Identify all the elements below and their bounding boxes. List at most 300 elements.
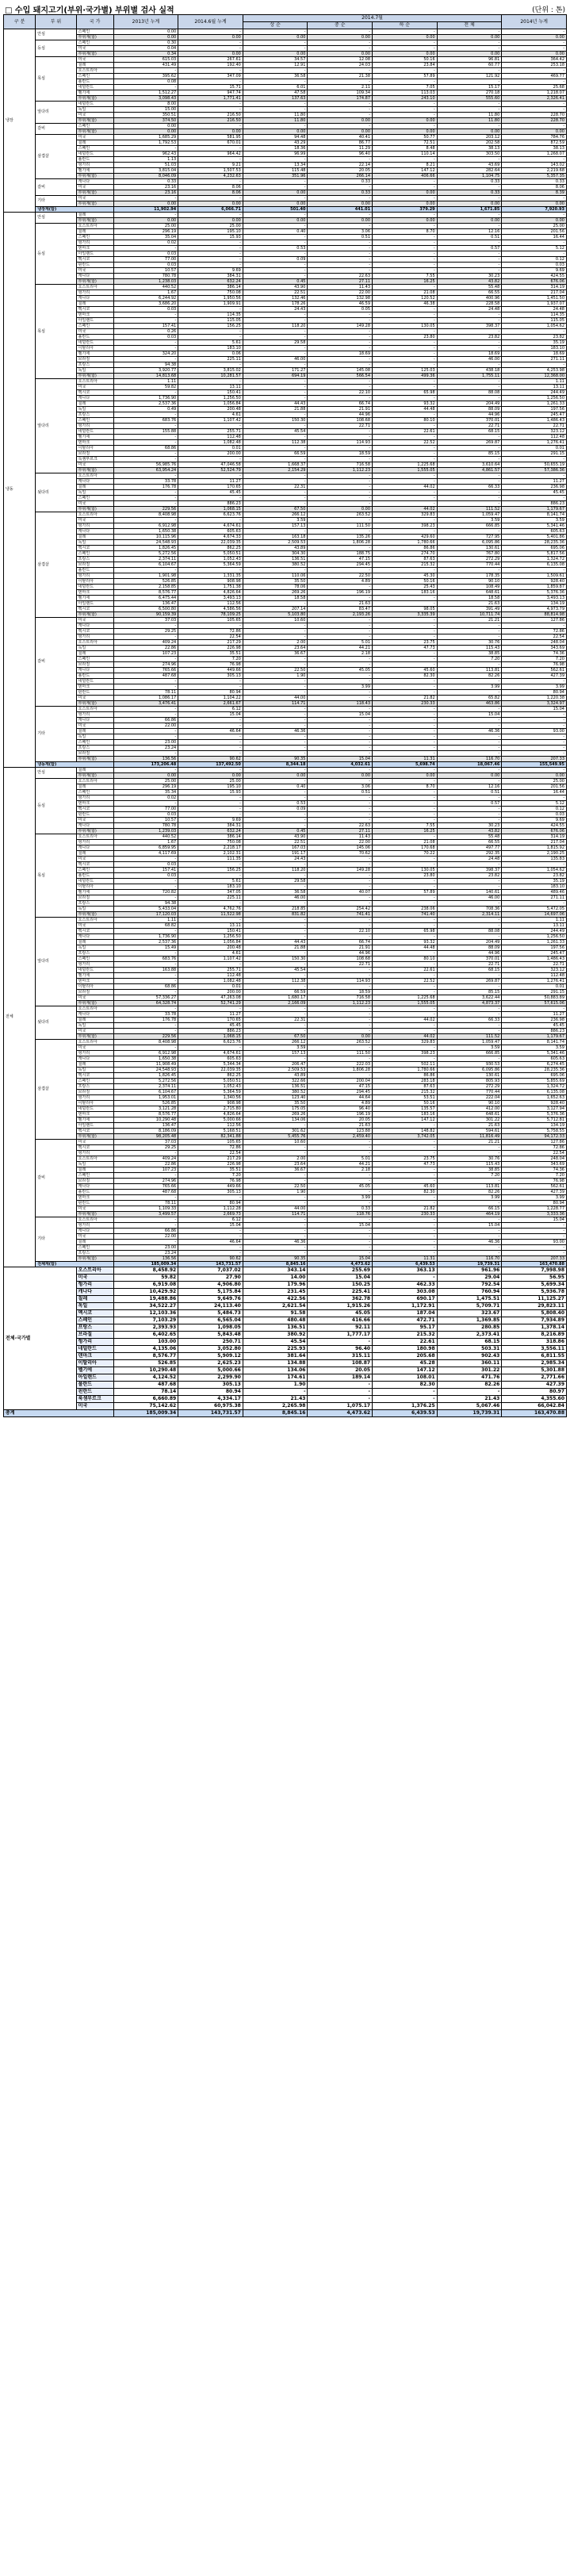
value-cell: 2,314.11 bbox=[437, 912, 502, 918]
table-row bbox=[4, 90, 567, 96]
value-cell: - bbox=[243, 424, 308, 429]
country-cell: 헝가리 bbox=[76, 840, 113, 845]
value-cell: 4.89 bbox=[308, 1101, 373, 1106]
value-cell: 201.56 bbox=[502, 229, 567, 235]
table-row bbox=[4, 912, 567, 918]
value-cell: - bbox=[437, 679, 502, 684]
value-cell: - bbox=[113, 734, 178, 740]
value-cell: - bbox=[178, 157, 243, 163]
value-cell: - bbox=[308, 501, 373, 507]
value-cell: 22.10 bbox=[308, 929, 373, 934]
value-cell: 3,742.05 bbox=[373, 1134, 438, 1140]
country-cell: 부위계(합) bbox=[76, 374, 113, 379]
value-cell: - bbox=[308, 795, 373, 801]
value-cell: 225.41 bbox=[308, 1289, 373, 1296]
value-cell: - bbox=[243, 479, 308, 485]
value-cell: - bbox=[178, 213, 243, 218]
value-cell: 1,179.67 bbox=[502, 507, 567, 512]
country-cell: 독일 bbox=[76, 407, 113, 412]
value-cell: 1,261.33 bbox=[502, 940, 567, 945]
table-row bbox=[4, 1134, 567, 1140]
value-cell: 46.00 bbox=[243, 895, 308, 901]
value-cell: 86.86 bbox=[373, 546, 438, 551]
value-cell: - bbox=[308, 734, 373, 740]
value-cell: 2,621.54 bbox=[243, 1303, 308, 1310]
country-cell: 스페인 bbox=[76, 324, 113, 329]
value-cell: - bbox=[308, 857, 373, 862]
value-cell: - bbox=[373, 812, 438, 818]
value-cell: 57.89 bbox=[373, 890, 438, 895]
value-cell: 2.11 bbox=[308, 85, 373, 90]
value-cell: - bbox=[178, 1251, 243, 1256]
value-cell: - bbox=[502, 40, 567, 46]
value-cell: 21.91 bbox=[308, 407, 373, 412]
value-cell: - bbox=[243, 46, 308, 52]
value-cell: 4,674.61 bbox=[178, 1051, 243, 1056]
value-cell: 22.61 bbox=[373, 429, 438, 435]
value-cell: - bbox=[437, 740, 502, 746]
value-cell: - bbox=[437, 479, 502, 485]
value-cell: 96.40 bbox=[308, 1346, 373, 1353]
value-cell: 163.88 bbox=[113, 968, 178, 973]
value-cell: - bbox=[437, 1012, 502, 1018]
value-cell: - bbox=[437, 918, 502, 923]
country-cell: 부위계(합) bbox=[76, 129, 113, 135]
value-cell: 132.46 bbox=[243, 296, 308, 301]
table-row bbox=[4, 1195, 567, 1201]
value-cell: 80.10 bbox=[373, 956, 438, 962]
value-cell: 427.39 bbox=[502, 673, 567, 679]
table-row bbox=[4, 629, 567, 634]
value-cell: 1,104.75 bbox=[437, 174, 502, 179]
value-cell: - bbox=[373, 1167, 438, 1173]
table-row bbox=[4, 740, 567, 746]
part-cell: 목심 bbox=[36, 285, 76, 379]
country-cell: 헝가리 bbox=[76, 962, 113, 968]
country-cell: 폴란드 bbox=[76, 1382, 113, 1389]
value-cell: - bbox=[113, 707, 178, 712]
value-cell: 88.09 bbox=[437, 407, 502, 412]
value-cell: 45.54 bbox=[243, 968, 308, 973]
value-cell: 305.13 bbox=[178, 673, 243, 679]
value-cell: 127.86 bbox=[502, 1140, 567, 1145]
value-cell: - bbox=[308, 873, 373, 879]
value-cell: - bbox=[243, 1195, 308, 1201]
country-cell: 덴마크 bbox=[76, 440, 113, 446]
value-cell: 78.11 bbox=[113, 690, 178, 696]
value-cell: 304.30 bbox=[243, 551, 308, 557]
value-cell: - bbox=[308, 485, 373, 490]
value-cell: - bbox=[373, 834, 438, 840]
value-cell: 225.11 bbox=[178, 357, 243, 362]
section-total-value: 6,439.53 bbox=[373, 1262, 438, 1267]
table-row bbox=[4, 1117, 567, 1123]
value-cell: 329.83 bbox=[373, 512, 438, 518]
value-cell: 13.11 bbox=[178, 923, 243, 929]
country-cell: 칠레 bbox=[76, 1062, 113, 1068]
value-cell: 0.00 bbox=[437, 35, 502, 40]
country-summary-row bbox=[4, 1339, 567, 1346]
value-cell: - bbox=[308, 29, 373, 35]
value-cell: 0.00 bbox=[243, 190, 308, 196]
value-cell: - bbox=[437, 1023, 502, 1029]
value-cell: 0.00 bbox=[243, 201, 308, 207]
value-cell: 3.99 bbox=[502, 1195, 567, 1201]
value-cell: 50.16 bbox=[373, 57, 438, 63]
value-cell: 760.94 bbox=[437, 1289, 502, 1296]
value-cell: 68.82 bbox=[113, 923, 178, 929]
country-cell: 네덜란드 bbox=[76, 968, 113, 973]
value-cell: - bbox=[243, 346, 308, 351]
country-cell: 덴마크 bbox=[76, 312, 113, 318]
country-cell: 부위계(합) bbox=[76, 174, 113, 179]
value-cell: 303.08 bbox=[373, 1289, 438, 1296]
part-cell: 등심 bbox=[36, 224, 76, 285]
value-cell: - bbox=[113, 451, 178, 457]
value-cell: - bbox=[308, 812, 373, 818]
value-cell: 135.57 bbox=[373, 1106, 438, 1112]
value-cell: - bbox=[373, 46, 438, 52]
value-cell: 207.33 bbox=[502, 1256, 567, 1262]
value-cell: 280.85 bbox=[437, 1324, 502, 1332]
value-cell: 0.00 bbox=[178, 201, 243, 207]
value-cell: 0.00 bbox=[243, 773, 308, 779]
value-cell: 22.54 bbox=[178, 634, 243, 640]
value-cell: - bbox=[308, 113, 373, 118]
country-cell: 미국 bbox=[76, 462, 113, 468]
value-cell: 5.61 bbox=[178, 340, 243, 346]
value-cell: 8,408.98 bbox=[113, 1040, 178, 1045]
value-cell: 33.78 bbox=[113, 479, 178, 485]
value-cell: - bbox=[243, 68, 308, 74]
country-cell: 벨기에 bbox=[76, 1367, 113, 1374]
value-cell: 132.98 bbox=[308, 296, 373, 301]
value-cell: 19,488.86 bbox=[113, 1296, 178, 1303]
header-2014-total: 2014년 누계 bbox=[502, 15, 567, 29]
value-cell: 243.10 bbox=[373, 96, 438, 102]
value-cell: 11.43 bbox=[308, 285, 373, 290]
value-cell: - bbox=[308, 429, 373, 435]
value-cell: - bbox=[113, 246, 178, 251]
country-cell: 캐나다 bbox=[76, 1289, 113, 1296]
value-cell: - bbox=[113, 496, 178, 501]
value-cell: 45.30 bbox=[373, 573, 438, 579]
value-cell: 0.12 bbox=[502, 257, 567, 263]
value-cell: - bbox=[437, 346, 502, 351]
value-cell: 21.43 bbox=[437, 1396, 502, 1403]
value-cell: 94.38 bbox=[113, 362, 178, 368]
value-cell: 60,975.38 bbox=[178, 1403, 243, 1410]
value-cell: 112.48 bbox=[178, 973, 243, 979]
country-cell: 칠레 bbox=[76, 1018, 113, 1023]
part-cell: 등심 bbox=[36, 779, 76, 834]
value-cell: 50.77 bbox=[373, 135, 438, 140]
section-total-value: 501.40 bbox=[243, 207, 308, 213]
value-cell: 90,159.39 bbox=[113, 612, 178, 618]
value-cell: 92.11 bbox=[308, 1324, 373, 1332]
value-cell: - bbox=[178, 457, 243, 462]
value-cell: 27.11 bbox=[308, 829, 373, 834]
value-cell: - bbox=[373, 934, 438, 940]
value-cell: 108.49 bbox=[437, 585, 502, 590]
value-cell: - bbox=[502, 157, 567, 163]
value-cell: 66.55 bbox=[437, 290, 502, 296]
value-cell: 111.35 bbox=[178, 857, 243, 862]
country-cell: 아일랜드 bbox=[76, 601, 113, 607]
value-cell: - bbox=[437, 40, 502, 46]
value-cell: - bbox=[178, 746, 243, 751]
value-cell: - bbox=[308, 746, 373, 751]
value-cell: 750.08 bbox=[178, 290, 243, 296]
table-row bbox=[4, 1167, 567, 1173]
value-cell: 8,576.77 bbox=[113, 1353, 178, 1360]
value-cell: - bbox=[437, 396, 502, 401]
value-cell: 65.82 bbox=[437, 696, 502, 701]
value-cell: - bbox=[373, 740, 438, 746]
value-cell: 93.32 bbox=[373, 940, 438, 945]
value-cell: 1,555.05 bbox=[373, 468, 438, 473]
value-cell: - bbox=[437, 1029, 502, 1034]
value-cell: - bbox=[373, 1045, 438, 1051]
value-cell: 1,238.03 bbox=[113, 279, 178, 285]
value-cell: 76.98 bbox=[502, 1179, 567, 1184]
value-cell: - bbox=[308, 634, 373, 640]
value-cell: - bbox=[243, 1151, 308, 1156]
value-cell: 1,486.43 bbox=[502, 956, 567, 962]
country-cell: 덴마크 bbox=[76, 1353, 113, 1360]
value-cell: - bbox=[308, 718, 373, 723]
table-row bbox=[4, 990, 567, 995]
value-cell: - bbox=[243, 362, 308, 368]
value-cell: 225.93 bbox=[243, 1346, 308, 1353]
value-cell: 4,253.98 bbox=[502, 368, 567, 374]
table-row bbox=[4, 485, 567, 490]
value-cell: - bbox=[437, 923, 502, 929]
value-cell: - bbox=[502, 251, 567, 257]
value-cell: 5,000.66 bbox=[178, 1117, 243, 1123]
table-row bbox=[4, 490, 567, 496]
value-cell: 45.28 bbox=[373, 1360, 438, 1367]
value-cell: 363.13 bbox=[373, 1267, 438, 1275]
value-cell: 8,186.09 bbox=[113, 1129, 178, 1134]
value-cell: - bbox=[178, 124, 243, 129]
value-cell: - bbox=[308, 596, 373, 601]
country-cell: 오스트리아 bbox=[76, 918, 113, 923]
table-row bbox=[4, 218, 567, 224]
value-cell: 18.69 bbox=[502, 351, 567, 357]
value-cell: 291.15 bbox=[502, 451, 567, 457]
table-row bbox=[4, 385, 567, 390]
value-cell: 1.13 bbox=[113, 157, 178, 163]
value-cell: 67.50 bbox=[243, 1034, 308, 1040]
country-cell: 스페인 bbox=[76, 1317, 113, 1324]
country-cell: 캐나다 bbox=[76, 1184, 113, 1190]
value-cell: 23.80 bbox=[373, 335, 438, 340]
value-cell: 216.50 bbox=[178, 113, 243, 118]
country-cell: 스페인 bbox=[76, 551, 113, 557]
value-cell: 1,218.07 bbox=[502, 90, 567, 96]
value-cell: 0.00 bbox=[437, 201, 502, 207]
value-cell: - bbox=[437, 124, 502, 129]
table-row bbox=[4, 1256, 567, 1262]
section-total-value: 185,009.34 bbox=[113, 1262, 178, 1267]
table-row bbox=[4, 335, 567, 340]
value-cell: - bbox=[308, 1045, 373, 1051]
value-cell: - bbox=[178, 807, 243, 812]
table-row bbox=[4, 923, 567, 929]
value-cell: 11.31 bbox=[373, 1256, 438, 1262]
value-cell: 200.00 bbox=[178, 990, 243, 995]
value-cell: - bbox=[373, 690, 438, 696]
value-cell: 22.14 bbox=[308, 163, 373, 168]
value-cell: 1,950.56 bbox=[178, 296, 243, 301]
value-cell: 57,386.36 bbox=[502, 468, 567, 473]
value-cell: 8.06 bbox=[178, 185, 243, 190]
table-row bbox=[4, 568, 567, 573]
value-cell: 3.59 bbox=[502, 1045, 567, 1051]
value-cell: 44.21 bbox=[308, 1162, 373, 1167]
country-cell: 부위계(합) bbox=[76, 1034, 113, 1040]
part-cell: 삼겹살 bbox=[36, 135, 76, 179]
value-cell: 118.20 bbox=[243, 324, 308, 329]
section-total-label: 전체계(합) bbox=[36, 1262, 113, 1267]
value-cell: - bbox=[113, 196, 178, 201]
value-cell: 230.33 bbox=[373, 701, 438, 707]
table-row bbox=[4, 812, 567, 818]
value-cell: - bbox=[113, 684, 178, 690]
table-row bbox=[4, 146, 567, 151]
value-cell: 67.50 bbox=[243, 507, 308, 512]
value-cell: 0.00 bbox=[308, 1034, 373, 1040]
value-cell: - bbox=[178, 179, 243, 185]
value-cell: 695.06 bbox=[502, 546, 567, 551]
value-cell: 6,135.08 bbox=[502, 562, 567, 568]
country-cell: 캐나다 bbox=[76, 296, 113, 301]
value-cell: - bbox=[308, 251, 373, 257]
value-cell: - bbox=[373, 1006, 438, 1012]
value-cell: 605.63 bbox=[178, 1056, 243, 1062]
value-cell: 2.18 bbox=[308, 1167, 373, 1173]
value-cell: 22.86 bbox=[113, 646, 178, 651]
value-cell: 236.98 bbox=[502, 485, 567, 490]
value-cell: 156.25 bbox=[178, 868, 243, 873]
table-row bbox=[4, 1034, 567, 1040]
country-cell: 부위계(합) bbox=[76, 1134, 113, 1140]
value-cell: - bbox=[243, 984, 308, 990]
value-cell: 1,378.14 bbox=[502, 1324, 567, 1332]
value-cell: - bbox=[373, 263, 438, 268]
value-cell: - bbox=[308, 1012, 373, 1018]
country-cell: 부위계(합) bbox=[76, 1256, 113, 1262]
country-cell: 캐나다 bbox=[76, 479, 113, 485]
value-cell: 22.63 bbox=[308, 823, 373, 829]
value-cell: 765.66 bbox=[113, 668, 178, 673]
value-cell: - bbox=[373, 884, 438, 890]
value-cell: - bbox=[437, 984, 502, 990]
value-cell: 0.40 bbox=[243, 229, 308, 235]
value-cell: 1,953.01 bbox=[113, 1095, 178, 1101]
value-cell: - bbox=[243, 473, 308, 479]
value-cell: 44.43 bbox=[243, 401, 308, 407]
value-cell: - bbox=[437, 723, 502, 729]
value-cell: 28,235.36 bbox=[502, 1068, 567, 1073]
value-cell: 22,039.35 bbox=[178, 1068, 243, 1073]
value-cell: 7.20 bbox=[178, 657, 243, 662]
value-cell: 0.00 bbox=[178, 52, 243, 57]
value-cell: 431.49 bbox=[113, 63, 178, 68]
value-cell: 197.56 bbox=[502, 945, 567, 951]
table-row bbox=[4, 940, 567, 945]
value-cell: 202.58 bbox=[437, 140, 502, 146]
value-cell: 15.71 bbox=[178, 85, 243, 90]
value-cell: 10,281.57 bbox=[178, 374, 243, 379]
table-row bbox=[4, 557, 567, 562]
value-cell: 206.47 bbox=[243, 1062, 308, 1068]
value-cell: 0.33 bbox=[308, 1206, 373, 1212]
country-cell: 독일 bbox=[76, 907, 113, 912]
value-cell: - bbox=[437, 329, 502, 335]
table-row bbox=[4, 501, 567, 507]
value-cell: 283.18 bbox=[373, 1079, 438, 1084]
table-row bbox=[4, 834, 567, 840]
value-cell: 5.01 bbox=[308, 640, 373, 646]
value-cell: - bbox=[437, 268, 502, 274]
table-row bbox=[4, 213, 567, 218]
country-cell: 멕시코 bbox=[76, 1145, 113, 1151]
value-cell: 7.55 bbox=[373, 274, 438, 279]
country-cell: 헝가리 bbox=[76, 424, 113, 429]
value-cell: 192.40 bbox=[178, 63, 243, 68]
value-cell: 0.00 bbox=[178, 218, 243, 224]
value-cell: - bbox=[178, 68, 243, 74]
value-cell: 605.63 bbox=[502, 1056, 567, 1062]
value-cell: - bbox=[373, 79, 438, 85]
country-cell: 칠레 bbox=[76, 485, 113, 490]
value-cell: 82,341.88 bbox=[178, 1134, 243, 1140]
value-cell: 107.23 bbox=[113, 1167, 178, 1173]
value-cell: - bbox=[243, 962, 308, 968]
value-cell: 50,655.19 bbox=[502, 462, 567, 468]
value-cell: 720.82 bbox=[113, 890, 178, 895]
table-row bbox=[4, 757, 567, 762]
value-cell: - bbox=[308, 1201, 373, 1206]
value-cell: 134.06 bbox=[243, 1367, 308, 1374]
value-cell: 1,056.84 bbox=[178, 940, 243, 945]
value-cell: 270.18 bbox=[437, 90, 502, 96]
value-cell: 150.30 bbox=[243, 956, 308, 962]
table-row bbox=[4, 862, 567, 868]
value-cell: 105.65 bbox=[178, 1140, 243, 1145]
country-cell: 헝가리 bbox=[76, 1223, 113, 1229]
value-cell: 9.69 bbox=[502, 268, 567, 274]
value-cell: 28,235.36 bbox=[502, 540, 567, 546]
value-cell: 85.15 bbox=[437, 451, 502, 457]
value-cell: 0.00 bbox=[178, 129, 243, 135]
header-2013-total: 2013년 누계 bbox=[113, 15, 178, 29]
value-cell: - bbox=[113, 634, 178, 640]
value-cell: 76.98 bbox=[178, 662, 243, 668]
value-cell: - bbox=[308, 157, 373, 163]
table-row bbox=[4, 873, 567, 879]
value-cell: 5,699.34 bbox=[502, 1282, 567, 1289]
value-cell: 3,098.43 bbox=[113, 96, 178, 102]
value-cell: 1,225.68 bbox=[373, 995, 438, 1001]
value-cell: - bbox=[308, 196, 373, 201]
value-cell: - bbox=[502, 196, 567, 201]
section-total-value: 155,549.95 bbox=[502, 762, 567, 768]
country-summary-row bbox=[4, 1282, 567, 1289]
value-cell: 0.00 bbox=[437, 218, 502, 224]
